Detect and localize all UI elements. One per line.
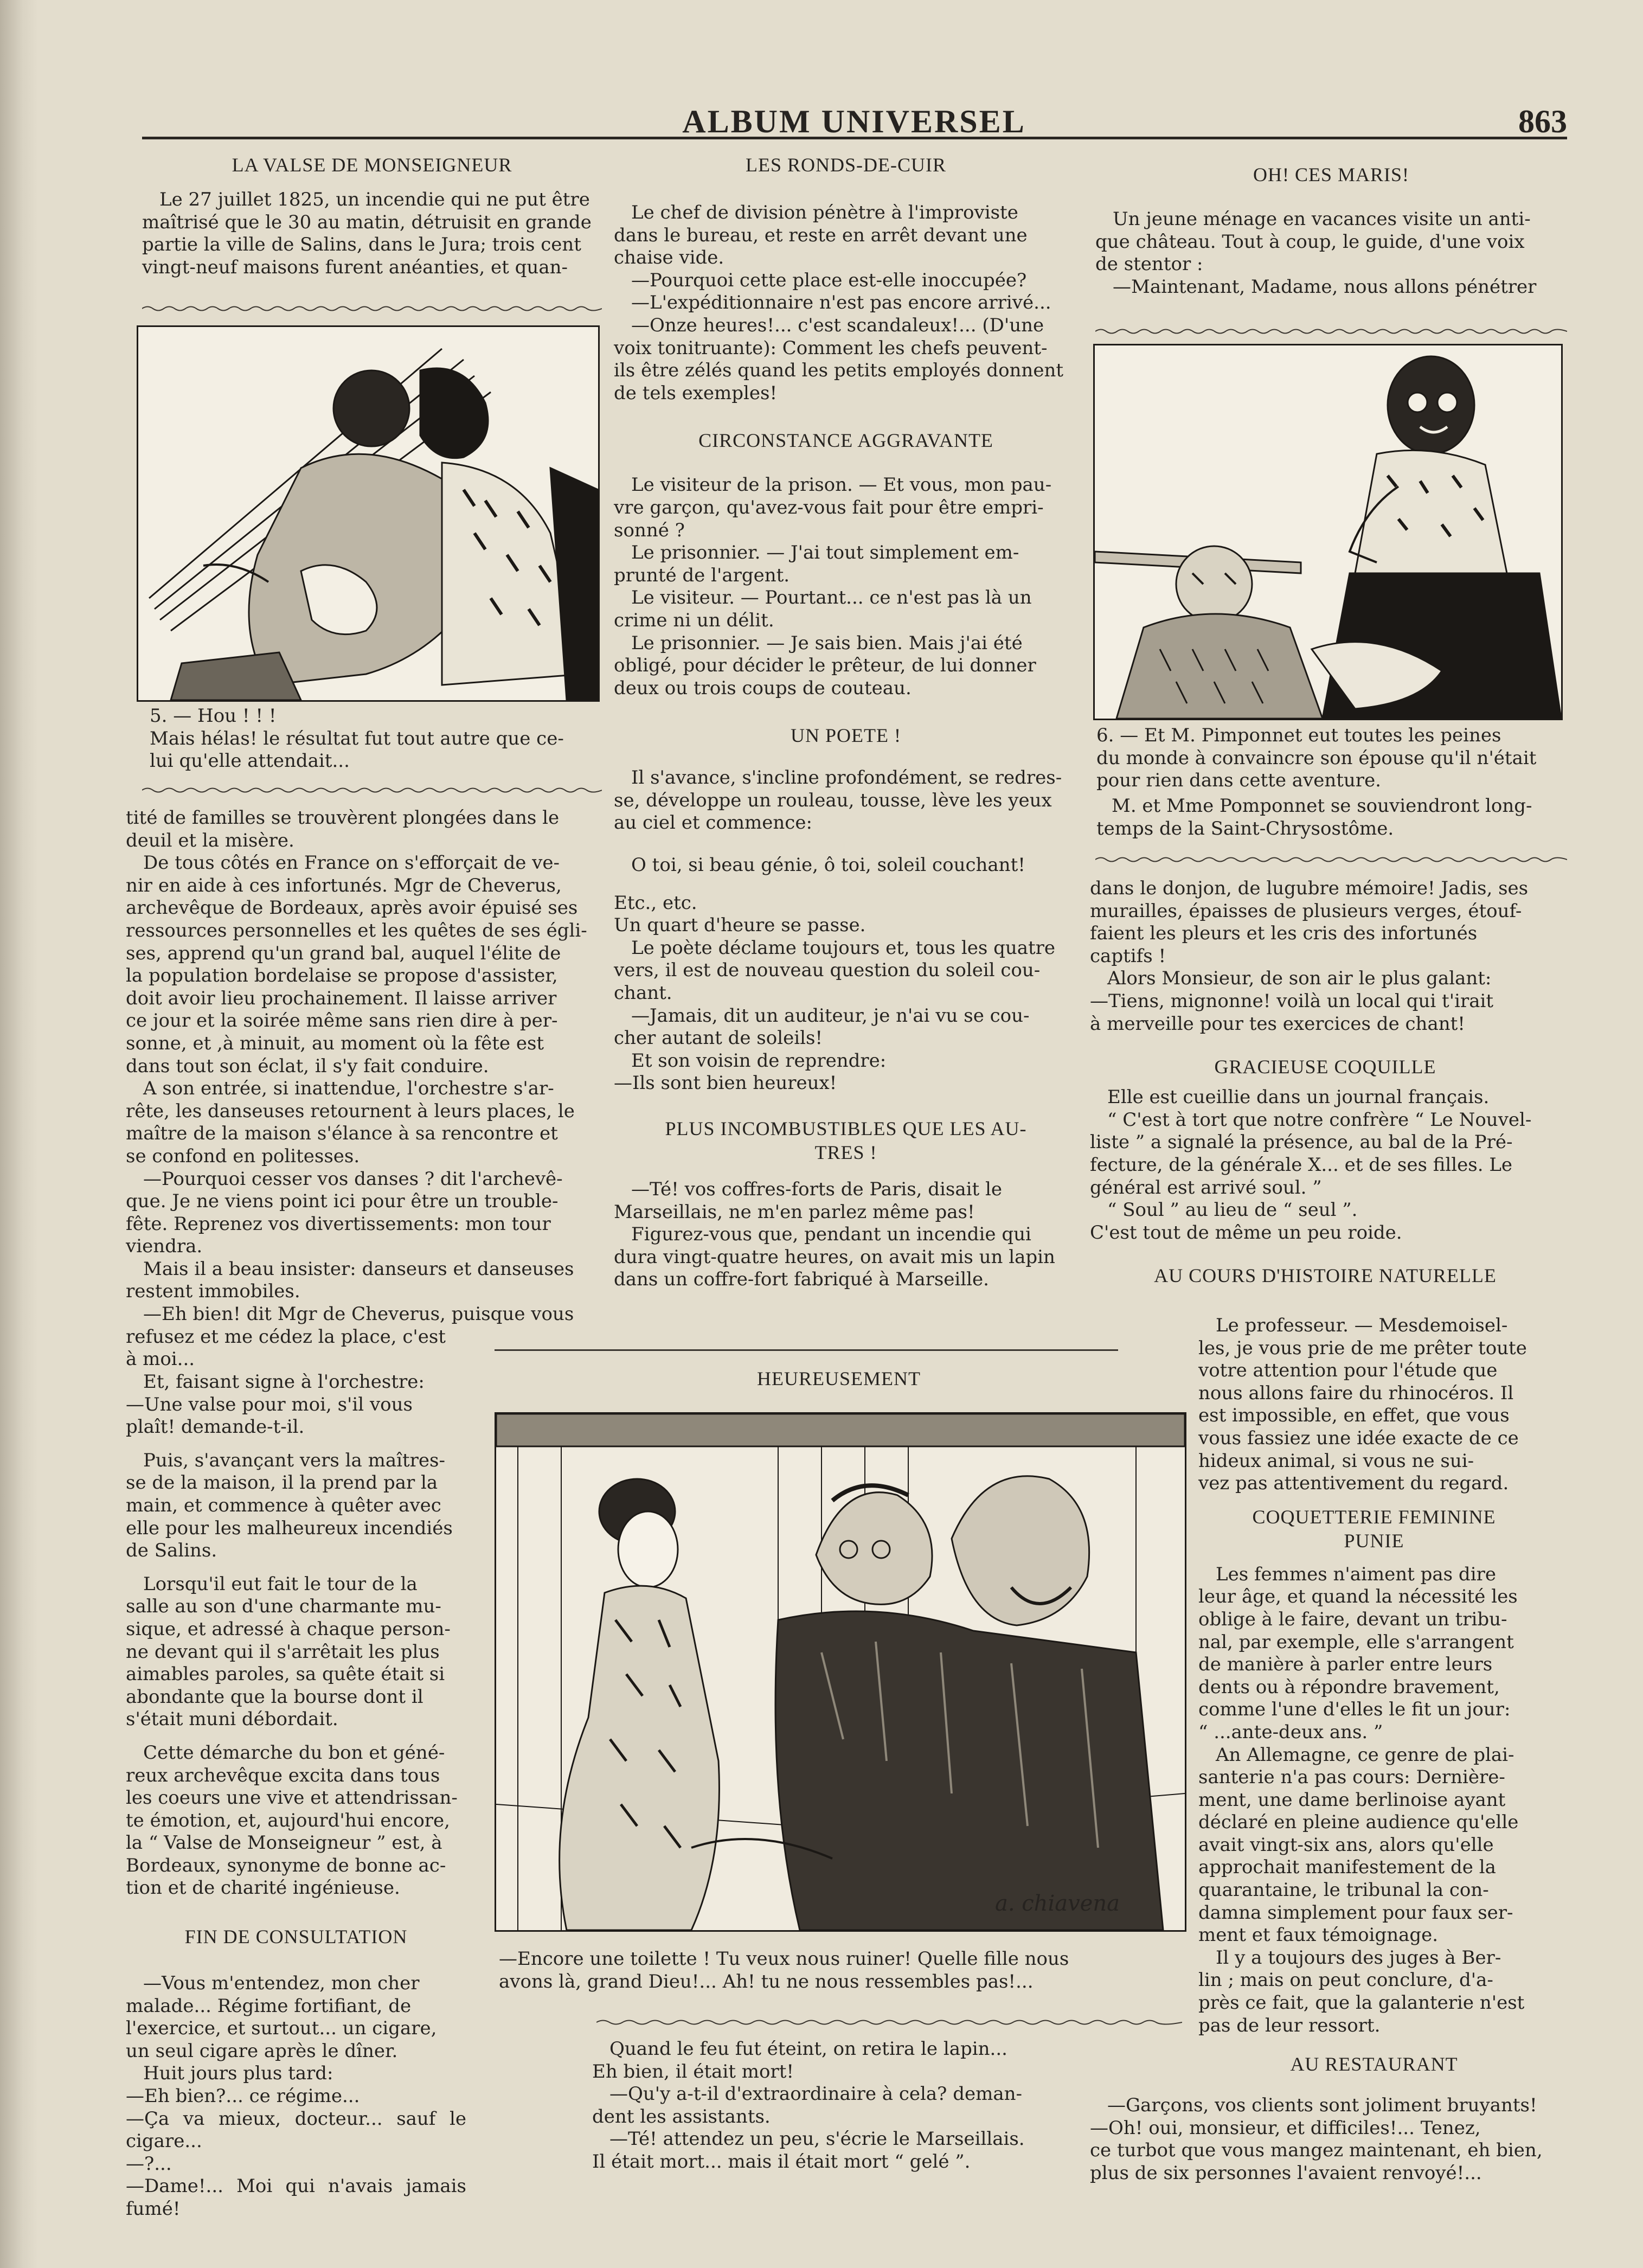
- article-incombustibles-end: [592, 2038, 1069, 2174]
- paragraph: tité de familles se trouvèrent plongées dans le deuil et la misère.: [126, 807, 560, 851]
- paragraph: —Té! vos coffres-forts de Paris, disait le Marseillais, ne m'en parlez même pas!: [614, 1178, 1002, 1223]
- article-title-heureusement: HEUREUSEMENT: [757, 1368, 921, 1389]
- article-valse-narrow: [126, 1371, 466, 2221]
- paragraph: —Vous m'entendez, mon cher malade... Régime fortifiant, de l'exercice, et surtout... un cigare, un seul cigare après le dîner.: [126, 1972, 437, 2062]
- family-scene-drawing: [496, 1414, 1185, 1930]
- article-title-fin-consultation: FIN DE CONSULTATION: [184, 1926, 408, 1948]
- article-heureusement-title: [495, 1367, 1183, 1391]
- wavy-divider: [142, 786, 602, 794]
- wavy-divider: [1095, 856, 1567, 863]
- article-title-circonstance: CIRCONSTANCE AGGRAVANTE: [698, 430, 993, 452]
- paragraph: Il y a toujours des juges à Ber- lin ; mais on peut conclure, d'a- près ce fait, que la galanterie n'est pas de leur ressort.: [1198, 1946, 1525, 2036]
- paragraph: Un jeune ménage en vacances visite un anti- que château. Tout à coup, le guide, d'une voix de stentor :: [1095, 208, 1531, 276]
- column-2-top: [614, 153, 1078, 1291]
- paragraph: Figurez-vous que, pendant un incendie qui dura vingt-quatre heures, on avait mis un lapin dans un coffre-fort fabriqué à Marseille.: [614, 1223, 1055, 1291]
- article-valse-top: [142, 153, 602, 279]
- paragraph: “ Soul ” au lieu de “ seul ”. C'est tout de même un peu roide.: [1090, 1199, 1402, 1244]
- caption-illustration-5: 5. — Hou ! ! ! Mais hélas! le résultat fut tout autre que ce- lui qu'elle attendait...: [150, 705, 564, 772]
- caption-illustration-6: 6. — Et M. Pimponnet eut toutes les peines du monde à convaincre son épouse qu'il n'était pour rien dans cette aventure.: [1096, 725, 1537, 792]
- paragraph: —Eh bien! dit Mgr de Cheverus, puisque vous refusez et me cédez la place, c'est à moi...: [126, 1303, 574, 1370]
- illustration-heureusement: [495, 1412, 1186, 1932]
- paragraph: Il s'avance, s'incline profondément, se redres- se, développe un rouleau, tousse, lève les yeux au ciel et commence:: [614, 767, 1062, 834]
- paragraph: Cette démarche du bon et géné- reux archevêque excita dans tous les coeurs une vive et attendrissan- te émotion, et, aujourd'hui encore, la “ Valse de Monseigneur ” est, à Bordeaux, synonyme de bonne ac- tion et de charité ingénieuse.: [126, 1741, 458, 1899]
- paragraph: dans le donjon, de lugubre mémoire! Jadis, ses murailles, épaisses de plusieurs verges, étouf- faient les pleurs et les cris des infortunés captifs !: [1090, 877, 1529, 967]
- caption-illustration-6-b: M. et Mme Pomponnet se souviendront long- temps de la Saint-Chrysostôme.: [1096, 795, 1532, 840]
- paragraph: Elle est cueillie dans un journal français.: [1107, 1086, 1490, 1109]
- cartoon-illustration-5: [137, 325, 600, 702]
- paragraph: —Qu'y a-t-il d'extraordinaire à cela? deman- dent les assistants.: [592, 2083, 1022, 2128]
- paragraph: Le visiteur. — Pourtant... ce n'est pas là un crime ni un délit.: [614, 587, 1032, 631]
- paragraph: De tous côtés en France on s'efforçait de ve- nir en aide à ces infortunés. Mgr de Cheverus, archevêque de Bordeaux, après avoir épuisé ses ressources personnelles et les quêtes de ses égli- ses, apprend qu'un grand bal, auquel l'élite de la population bordelaise se propose d'assister, doit avoir lieu prochainement. Il laisse arriver ce jour et la soirée même sans rien dire à per- sonne, et ,à minuit, au moment où la fête est dans tout son éclat, il s'y fait conduire.: [126, 852, 587, 1077]
- dancing-couple-drawing: [138, 327, 598, 700]
- paragraph: O toi, si beau génie, ô toi, soleil couchant!: [631, 854, 1025, 876]
- column-3-middle: [1090, 877, 1561, 1287]
- paragraph: —Pourquoi cette place est-elle inoccupée?: [631, 269, 1027, 291]
- paragraph: —Onze heures!... c'est scandaleux!... (D'une voix tonitruante): Comment les chefs peuvent- ils être zélés quand les petits employés donnent de tels exemples!: [614, 314, 1064, 404]
- article-title-histoire-naturelle: AU COURS D'HISTOIRE NATURELLE: [1154, 1265, 1497, 1287]
- paragraph: Le poète déclame toujours et, tous les quatre vers, il est de nouveau question du soleil cou- chant.: [614, 937, 1056, 1004]
- wavy-divider: [596, 2019, 1182, 2026]
- couple-at-table-drawing: [1095, 345, 1561, 719]
- paragraph: Huit jours plus tard: —Eh bien?... ce régime... —Ça va mieux, docteur... sauf le cigare... —?... —Dame!... Moi qui n'avais jamais fumé!: [126, 2062, 466, 2220]
- header-rule: [142, 137, 1567, 139]
- paragraph: Et son voisin de reprendre: —Ils sont bien heureux!: [614, 1049, 887, 1094]
- paragraph: Etc., etc. Un quart d'heure se passe.: [614, 892, 866, 937]
- masthead-title: ALBUM UNIVERSEL: [682, 104, 1026, 139]
- paragraph: Alors Monsieur, de son air le plus galant: —Tiens, mignonne! voilà un local qui t'irait à merveille pour tes exercices de chant!: [1090, 968, 1493, 1035]
- article-title-au-restaurant: AU RESTAURANT: [1290, 2053, 1458, 2075]
- paragraph: An Allemagne, ce genre de plai- santerie n'a pas cours: Dernière- ment, une dame berlinoise ayant déclaré en pleine audience qu'elle avait vingt-six ans, alors qu'elle approchait manifestement de la quarantaine, le tribunal la con- damna simplement pour faux ser- ment et faux témoignage.: [1198, 1744, 1519, 1946]
- paragraph: A son entrée, si inattendue, l'orchestre s'ar- rête, les danseuses retournent à leurs places, le maître de la maison s'élance à sa rencontre et se confond en politesses.: [126, 1078, 575, 1167]
- page-number: 863: [1518, 104, 1567, 139]
- artist-signature: a. chiavena: [995, 1891, 1120, 1916]
- article-title-incombustibles: PLUS INCOMBUSTIBLES QUE LES AU- TRES !: [665, 1118, 1027, 1163]
- paragraph: Puis, s'avançant vers la maîtres- se de la maison, il la prend par la main, et commence à quêter avec elle pour les malheureux incendiés de Salins.: [126, 1449, 453, 1562]
- article-title-oh-ces-maris: OH! CES MARIS!: [1253, 164, 1410, 185]
- paragraph: Le chef de division pénètre à l'improviste dans le bureau, et reste en arrêt devant une chaise vide.: [614, 202, 1028, 269]
- paragraph: —L'expéditionnaire n'est pas encore arrivé...: [631, 292, 1051, 314]
- article-title-gracieuse-coquille: GRACIEUSE COQUILLE: [1214, 1056, 1436, 1078]
- article-title-valse: LA VALSE DE MONSEIGNEUR: [232, 154, 512, 176]
- article-title-ronds-de-cuir: LES RONDS-DE-CUIR: [745, 154, 946, 176]
- article-title-coquetterie: COQUETTERIE FEMININE PUNIE: [1252, 1505, 1496, 1552]
- caption-heureusement: —Encore une toilette ! Tu veux nous ruiner! Quelle fille nous avons là, grand Dieu!... Ah! tu ne nous ressembles pas!...: [499, 1948, 1069, 1992]
- paragraph: Le visiteur de la prison. — Et vous, mon pau- vre garçon, qu'avez-vous fait pour être empri- sonné ?: [614, 474, 1052, 541]
- paragraph: —Garçons, vos clients sont joliment bruyants! —Oh! oui, monsieur, et difficiles!... Tenez, ce turbot que vous mangez maintenant, eh bien, plus de six personnes l'avaient renvoyé!...: [1090, 2094, 1543, 2184]
- article-au-restaurant: [1090, 2094, 1566, 2184]
- section-rule: [495, 1349, 1118, 1351]
- paragraph: Le prisonnier. — Je sais bien. Mais j'ai été obligé, pour décider le prêteur, de lui donner deux ou trois coups de couteau.: [614, 632, 1036, 699]
- column-3-narrow: [1198, 1315, 1550, 2076]
- paragraph: —Pourquoi cesser vos danses ? dit l'archevê- que. Je ne viens point ici pour être un trouble- fête. Reprenez vos divertissements: mon tour viendra.: [126, 1168, 563, 1258]
- paragraph: —Maintenant, Madame, nous allons pénétrer: [1113, 276, 1537, 298]
- paragraph: Lorsqu'il eut fait le tour de la salle au son d'une charmante mu- sique, et adressé à chaque person- ne devant qui il s'arrêtait les plus aimables paroles, sa quête était si abondante que la bourse dont il s'était muni débordait.: [126, 1573, 451, 1731]
- wavy-divider: [1095, 328, 1567, 335]
- paragraph: Mais il a beau insister: danseurs et danseuses restent immobiles.: [126, 1258, 574, 1303]
- paragraph: Le professeur. — Mesdemoisel- les, je vous prie de me prêter toute votre attention pour l'étude que nous allons faire du rhinocéros. Il est impossible, en effet, que vous vous fassiez une idée exacte de ce hideux animal, si vous ne sui- vez pas attentivement du regard.: [1198, 1315, 1527, 1495]
- cartoon-illustration-6: [1093, 344, 1563, 720]
- paragraph: “ C'est à tort que notre confrère “ Le Nouvel- liste ” a signalé la présence, au bal de la Pré- fecture, de la générale X... et de ses filles. Le général est arrivé soul. ”: [1090, 1109, 1532, 1199]
- paragraph: —Jamais, dit un auditeur, je n'ai vu se cou- cher autant de soleils!: [614, 1004, 1030, 1049]
- paragraph: Le prisonnier. — J'ai tout simplement em- prunté de l'argent.: [614, 542, 1019, 586]
- paragraph: Le 27 juillet 1825, un incendie qui ne put être maîtrisé que le 30 au matin, détruisit en grande partie la ville de Salins, dans le Jura; trois cent vingt-neuf maisons furent anéanties, et quan-: [142, 189, 592, 278]
- paragraph: Et, faisant signe à l'orchestre: —Une valse pour moi, s'il vous plaît! demande-t-il.: [126, 1371, 425, 1438]
- article-title-un-poete: UN POETE !: [791, 725, 901, 747]
- paragraph: Les femmes n'aiment pas dire leur âge, et quand la nécessité les oblige à le faire, devant un tribu- nal, par exemple, elle s'arrangent de manière à parler entre leurs dents ou à répondre bravement, comme l'une d'elles le fit un jour: “ ...ante-deux ans. ”: [1198, 1563, 1518, 1743]
- article-valse-continued: [126, 807, 593, 1371]
- wavy-divider: [142, 305, 602, 312]
- paragraph: —Té! attendez un peu, s'écrie le Marseillais. Il était mort... mais il était mort “ gelé ”.: [592, 2128, 1025, 2173]
- paragraph: Quand le feu fut éteint, on retira le lapin... Eh bien, il était mort!: [592, 2038, 1007, 2083]
- article-oh-ces-maris: [1095, 163, 1567, 298]
